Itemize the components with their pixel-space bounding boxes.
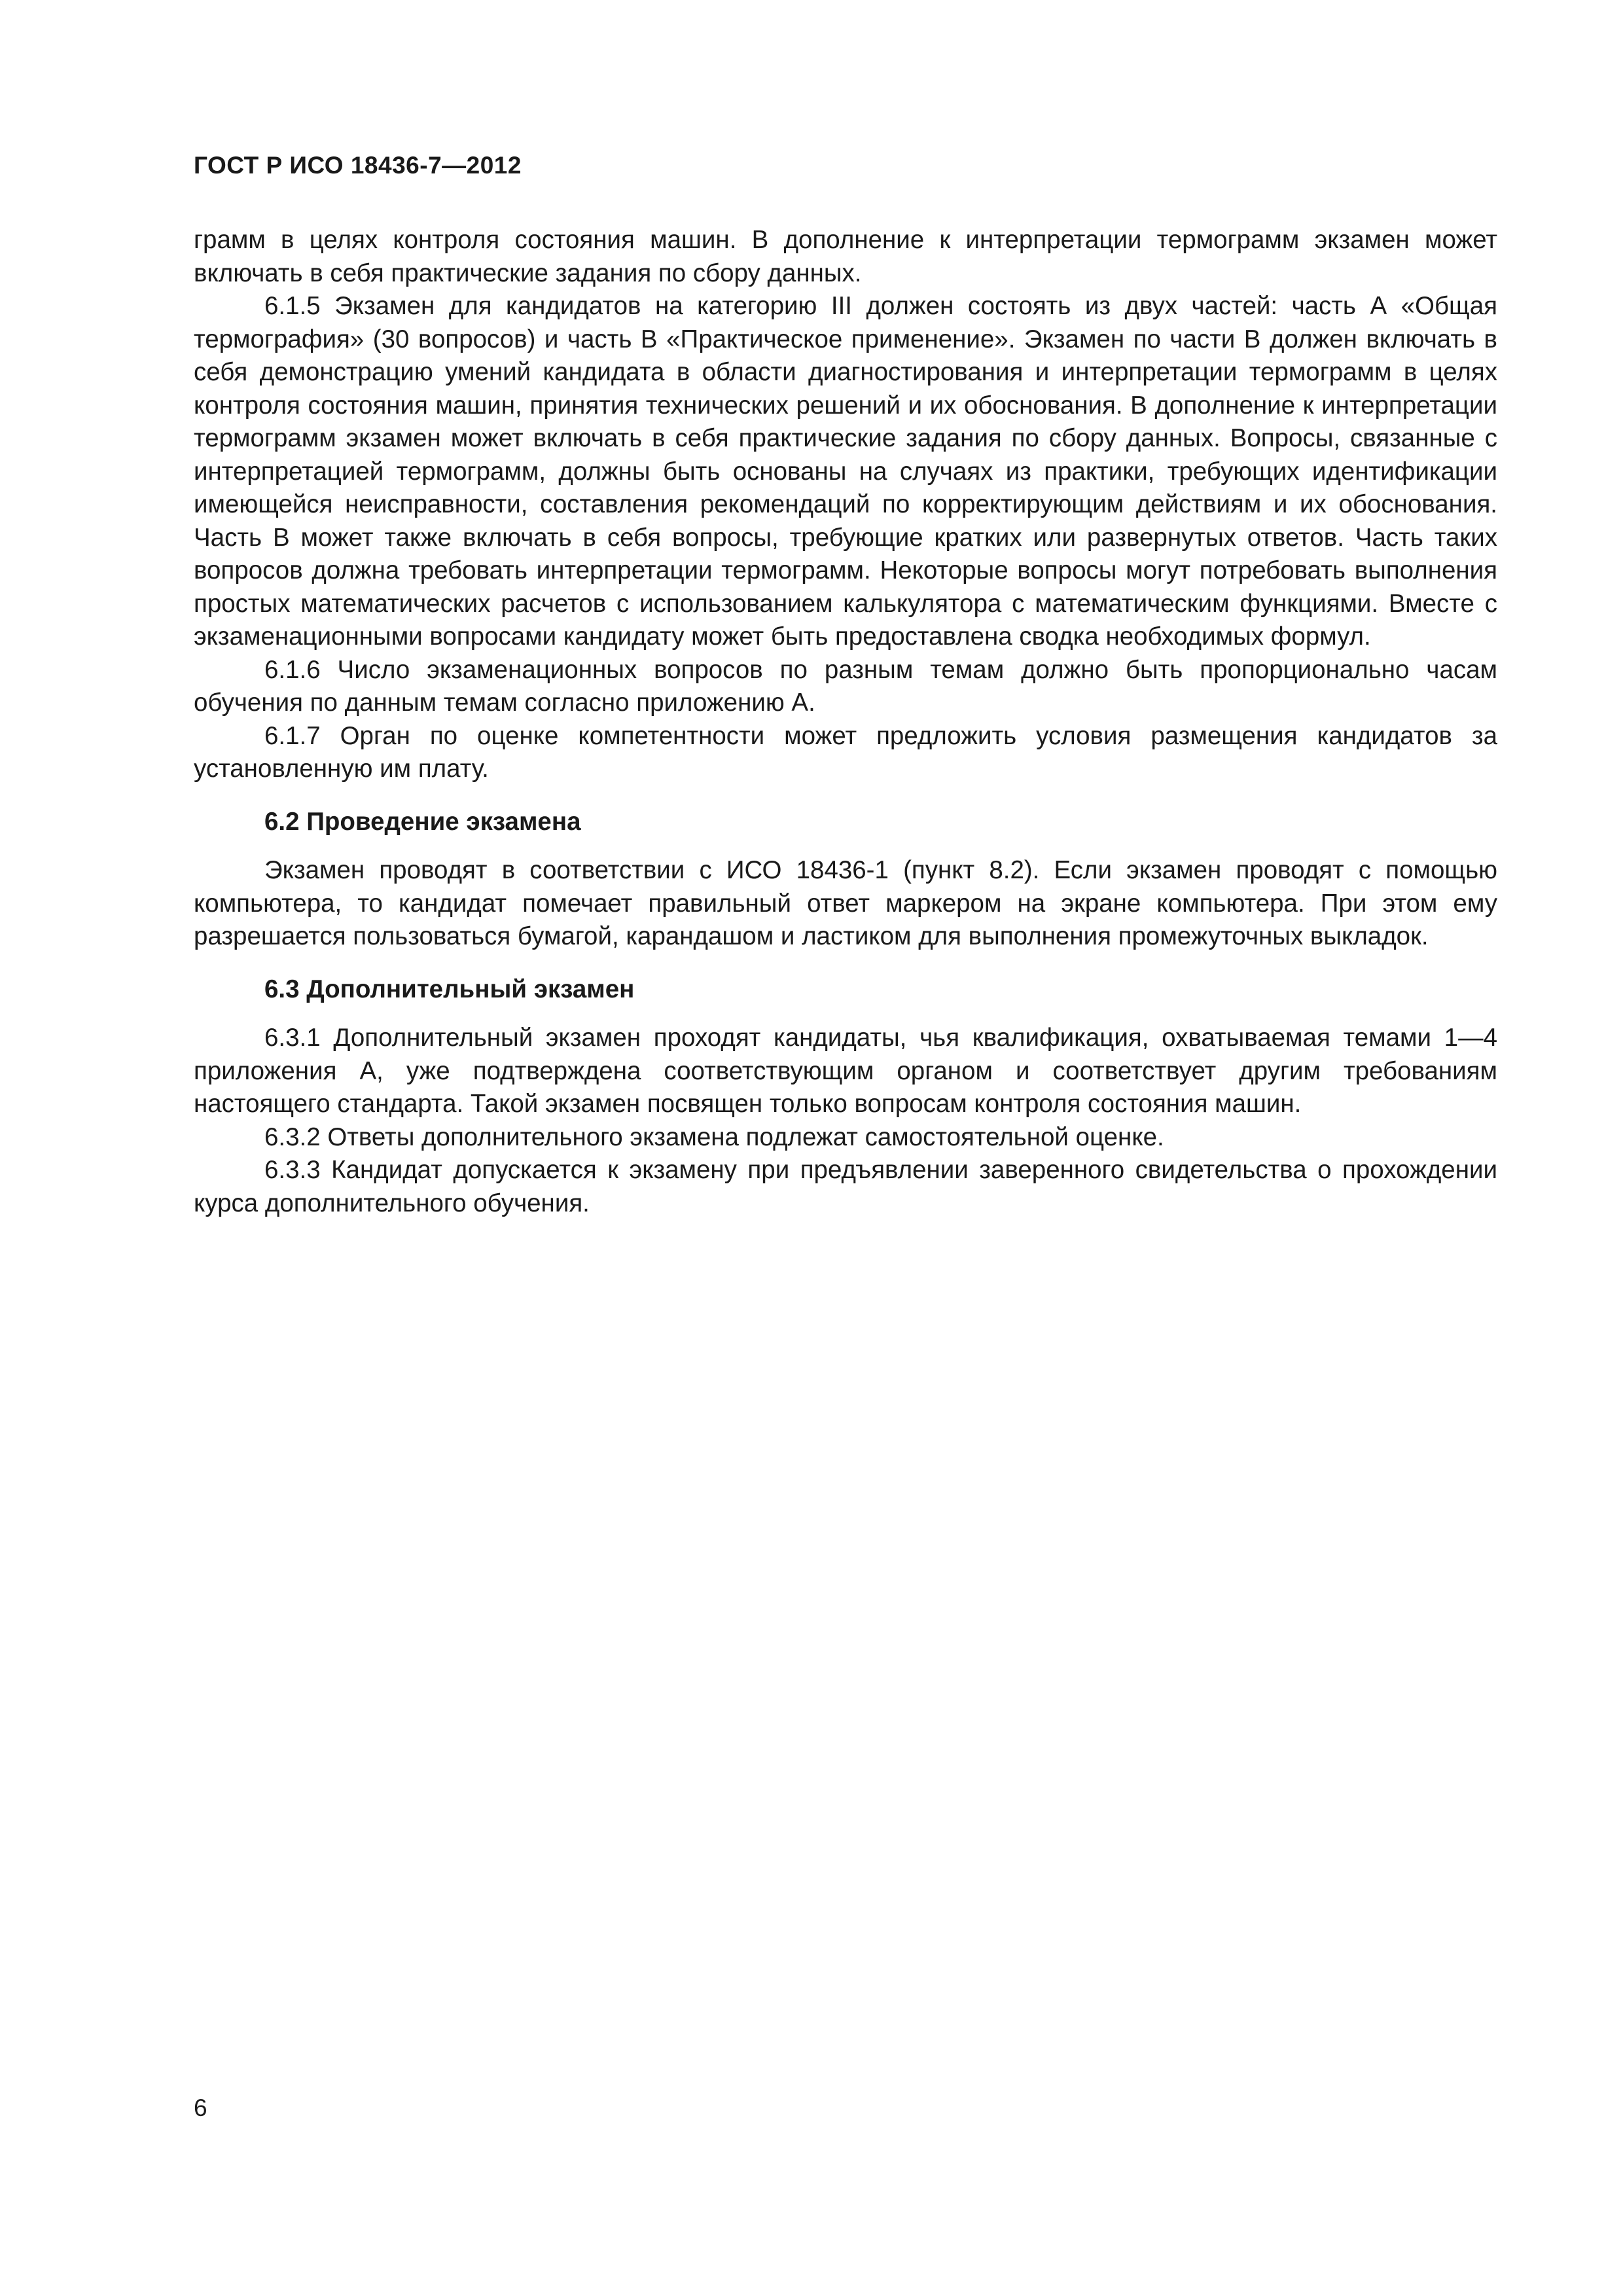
document-code-header: ГОСТ Р ИСО 18436-7—2012	[194, 152, 522, 179]
page-body	[194, 224, 1497, 1220]
clause-6-3-1: 6.3.1 Дополнительный экзамен проходят кандидаты, чья квалификация, охватываемая темами 1—4 приложения А, уже подтверждена соответствующим органом и соответствует другим требованиям настоящего стандарта. Такой экзамен посвящен только вопросам контроля состояния машин.	[194, 1024, 1497, 1118]
section-6-3-heading: 6.3 Дополнительный экзамен	[264, 975, 635, 1003]
section-6-2-text: Экзамен проводят в соответствии с ИСО 18436-1 (пункт 8.2). Если экзамен проводят с помощью компьютера, то кандидат помечает правильный ответ маркером на экране компьютера. При этом ему разрешается пользоваться бумагой, карандашом и ластиком для выполнения промежуточных выкладок.	[194, 856, 1497, 950]
clause-6-3-3: 6.3.3 Кандидат допускается к экзамену при предъявлении заверенного свидетельства о прохождении курса дополнительного обучения.	[194, 1156, 1497, 1217]
continued-paragraph: грамм в целях контроля состояния машин. В дополнение к интерпретации термограмм экзамен может включать в себя практические задания по сбору данных.	[194, 226, 1497, 287]
clause-6-1-6: 6.1.6 Число экзаменационных вопросов по разным темам должно быть пропорционально часам обучения по данным темам согласно приложению А.	[194, 655, 1497, 717]
page-number: 6	[194, 2094, 207, 2121]
clause-6-1-5: 6.1.5 Экзамен для кандидатов на категорию III должен состоять из двух частей: часть А «Общая термография» (30 вопросов) и часть В «Практическое применение». Экзамен по части В должен включать в себя демонстрацию умений кандидата в области диагностирования и интерпретации термограмм в целях контроля состояния машин, принятия технических решений и их обоснования. В дополнение к интерпретации термограмм экзамен может включать в себя практические задания по сбору данных. Вопросы, связанные с интерпретацией термограмм, должны быть основаны на случаях из практики, требующих идентификации имеющейся неисправности, составления рекомендаций по корректирующим действиям и их обоснования. Часть В может также включать в себя вопросы, требующие кратких или развернутых ответов. Часть таких вопросов должна требовать интерпретации термограмм. Некоторые вопросы могут потребовать выполнения простых математических расчетов с использованием калькулятора с математическим функциями. Вместе с экзаменационными вопросами кандидату может быть предоставлена сводка необходимых формул.	[194, 292, 1497, 651]
section-6-2-heading: 6.2 Проведение экзамена	[264, 807, 581, 836]
clause-6-3-2: 6.3.2 Ответы дополнительного экзамена подлежат самостоятельной оценке.	[264, 1122, 1164, 1151]
clause-6-1-7: 6.1.7 Орган по оценке компетентности может предложить условия размещения кандидатов за установленную им плату.	[194, 721, 1497, 783]
